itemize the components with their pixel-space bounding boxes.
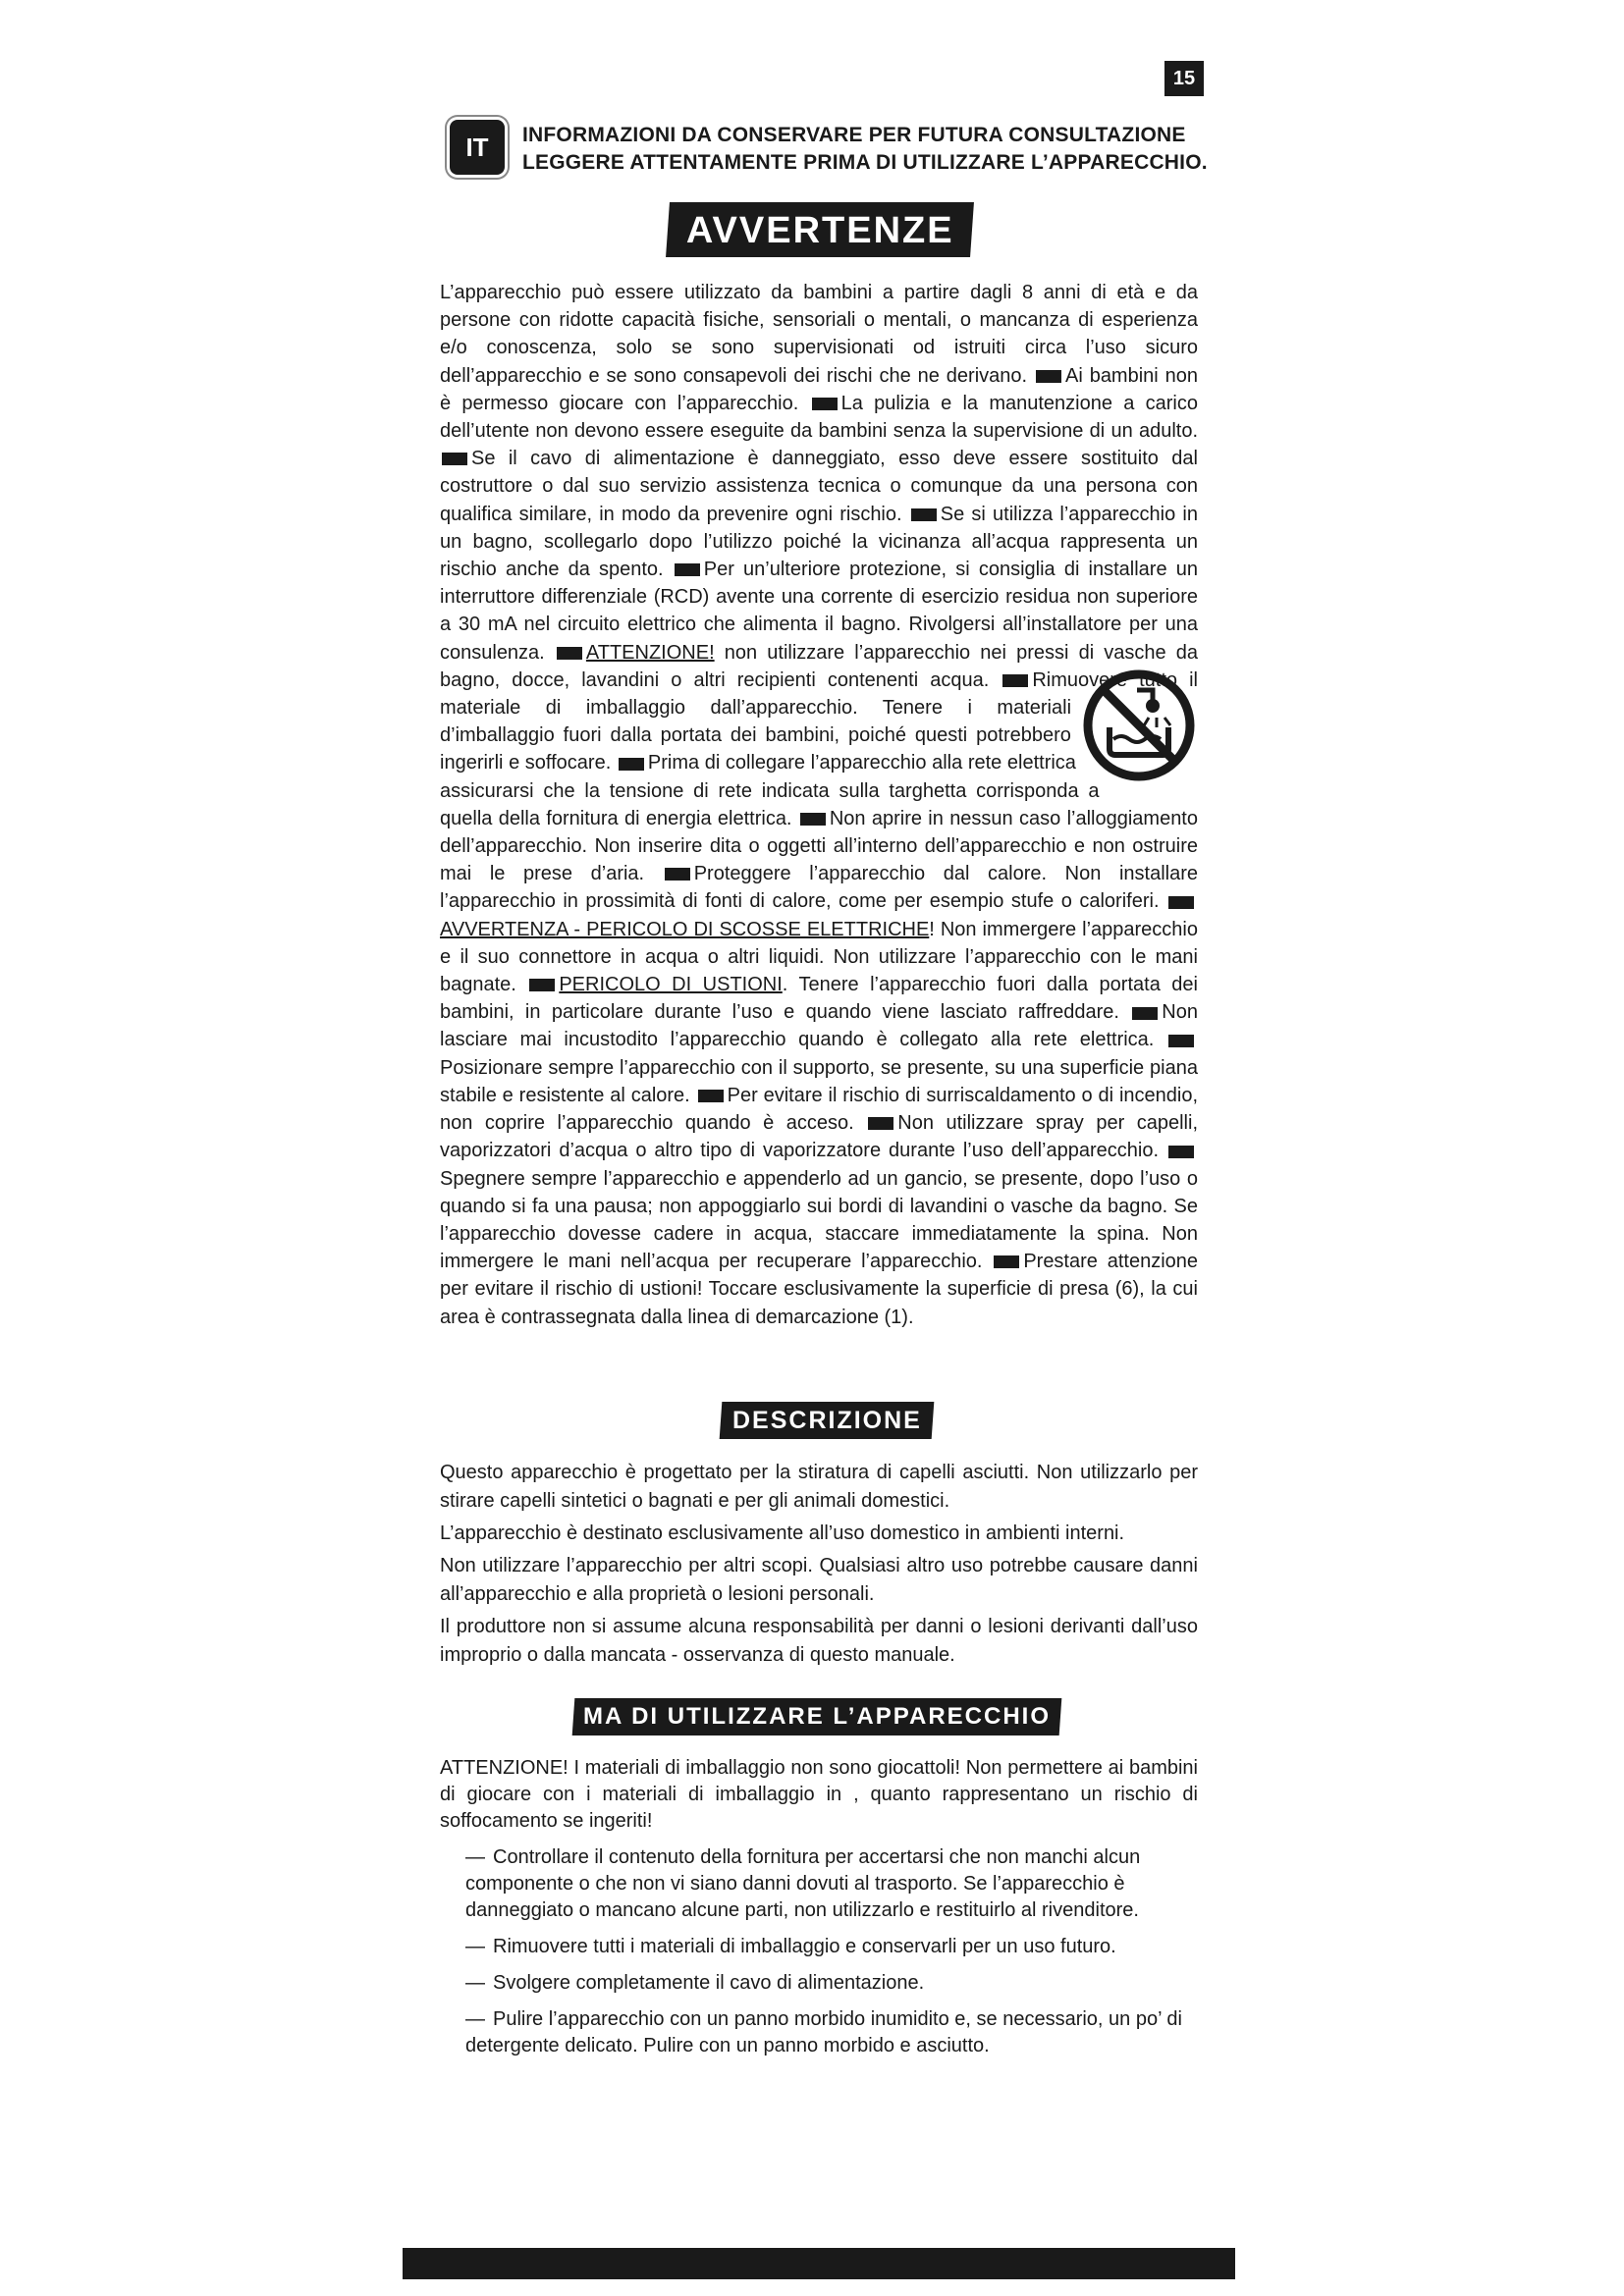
- bullet-square: [994, 1255, 1019, 1268]
- bullet-square: [1132, 1007, 1158, 1020]
- bullet-square: [1168, 1035, 1194, 1047]
- warning-p17: Non utilizzare spray per capelli, vaporizzatori d’acqua o altro tipo di vaporizzatore durante l’uso dell’apparecchio.: [440, 1112, 1199, 1162]
- before-use-list: [440, 1844, 1198, 2059]
- bullet-square: [868, 1117, 893, 1130]
- warning-p2: Ai bambini non è permesso giocare con l’apparecchio.: [440, 364, 1199, 414]
- warning-p6: Per un’ulteriore protezione, si consiglia di installare un interruttore differenziale (RCD) avente una corrente di esercizio residua non superiore a 30 mA nel circuito elettrico che alimenta il bagno. Rivolgersi all’installatore per una consulenza.: [440, 559, 1198, 664]
- description-p3: Non utilizzare l’apparecchio per altri scopi. Qualsiasi altro uso potrebbe causare danni all’apparecchio e alla proprietà o lesioni personali.: [440, 1555, 1198, 1605]
- bullet-square: [442, 453, 467, 465]
- warnings-text: [440, 279, 1198, 1331]
- warning-p13: . Tenere l’apparecchio fuori dalla portata dei bambini, in particolare durante l’uso e quando viene lasciato raffreddare.: [440, 974, 1198, 1024]
- description-p4: Il produttore non si assume alcuna responsabilità per danni o lesioni derivanti dall’uso improprio o dalla mancata - osservanza di questo manuale.: [440, 1616, 1198, 1666]
- warning-p3: La pulizia e la manutenzione a carico dell’utente non devono essere eseguite da bambini senza la supervisione di un adulto.: [440, 392, 1198, 443]
- warning-p7: non utilizzare l’apparecchio nei pressi di vasche da bagno, docce, lavandini o altri recipienti contenenti acqua.: [440, 641, 1199, 691]
- before-use-intro: ATTENZIONE! I materiali di imballaggio non sono giocattoli! Non permettere ai bambini di giocare con i materiali di imballaggio in , quanto rappresentano un rischio di soffocamento se ingeriti!: [440, 1757, 1198, 1832]
- bullet-square: [1002, 674, 1028, 687]
- warning-shock-label: AVVERTENZA - PERICOLO DI SCOSSE ELETTRICHE: [440, 918, 930, 940]
- before-use-title: MA DI UTILIZZARE L’APPARECCHIO: [572, 1698, 1062, 1735]
- warning-burn-label: PERICOLO DI USTIONI: [559, 974, 783, 996]
- bullet-square: [529, 979, 555, 991]
- header-line-1: INFORMAZIONI DA CONSERVARE PER FUTURA CONSULTAZIONE: [522, 124, 1186, 146]
- warning-p14: Non lasciare mai incustodito l’apparecchio quando è collegato alla rete elettrica.: [440, 1001, 1198, 1051]
- warning-p12: ! Non immergere l’apparecchio e il suo connettore in acqua o altri liquidi. Non utilizzare l’apparecchio con le mani bagnate.: [440, 918, 1198, 996]
- warning-p9: Prima di collegare l’apparecchio alla rete elettrica assicurarsi che la tensione di rete indicata sulla targhetta corrisponda a quella della fornitura di energia elettrica.: [440, 752, 1100, 829]
- language-badge: IT: [450, 120, 505, 175]
- description-p2: L’apparecchio è destinato esclusivamente all’uso domestico in ambienti interni.: [440, 1522, 1125, 1544]
- bullet-square: [698, 1090, 724, 1102]
- bullet-square: [619, 758, 644, 771]
- header-line-2: LEGGERE ATTENTAMENTE PRIMA DI UTILIZZARE L’APPARECCHIO.: [522, 151, 1208, 174]
- bullet-square: [665, 868, 690, 881]
- warning-p16: Per evitare il rischio di surriscaldamento o di incendio, non coprire l’apparecchio quando è acceso.: [440, 1084, 1199, 1135]
- page-header: [522, 122, 1249, 177]
- bullet-square: [911, 508, 937, 521]
- bullet-square: [1168, 896, 1194, 909]
- warning-p19: Prestare attenzione per evitare il rischio di ustioni! Toccare esclusivamente la superficie di presa (6), la cui area è contrassegnata dalla linea di demarcazione (1).: [440, 1251, 1199, 1328]
- list-item: — Rimuovere tutti i materiali di imballaggio e conservarli per un uso futuro.: [465, 1936, 1116, 1957]
- bullet-square: [812, 398, 838, 410]
- list-item: — Controllare il contenuto della fornitura per accertarsi che non manchi alcun componente o che non vi siano danni dovuti al trasporto. Se l’apparecchio è danneggiato o mancano alcune parti, non utilizzarlo e restituirlo al rivenditore.: [465, 1846, 1141, 1921]
- bullet-square: [1036, 370, 1061, 383]
- before-use-text: [440, 1755, 1198, 2069]
- bullet-square: [800, 813, 826, 826]
- footer-bar: [403, 2248, 1235, 2279]
- warning-p8: Rimuovere tutto il materiale di imballaggio dall’apparecchio. Tenere i materiali d’imballaggio fuori dalla portata dei bambini, poiché questi potrebbero ingerirli e soffocare.: [440, 668, 1199, 774]
- warning-p15: Posizionare sempre l’apparecchio con il supporto, se presente, su una superficie piana stabile e resistente al calore.: [440, 1056, 1198, 1106]
- warning-p4: Se il cavo di alimentazione è danneggiato, esso deve essere sostituito dal costruttore o dal suo servizio assistenza tecnica o comunque da una persona con qualifica similare, in modo da prevenire ogni rischio.: [440, 448, 1198, 525]
- description-p1: Questo apparecchio è progettato per la stiratura di capelli asciutti. Non utilizzarlo per stirare capelli sintetici o bagnati e per gli animali domestici.: [440, 1462, 1198, 1512]
- warning-p11: Proteggere l’apparecchio dal calore. Non installare l’apparecchio in prossimità di fonti di calore, come per esempio stufe o caloriferi.: [440, 863, 1198, 913]
- warning-p1: L’apparecchio può essere utilizzato da bambini a partire dagli 8 anni di età e da persone con ridotte capacità fisiche, sensoriali o mentali, o mancanza di esperienza e/o conoscenza, solo se sono supervisionati od istruiti circa l’uso sicuro dell’apparecchio e se sono consapevoli dei rischi che ne derivano.: [440, 282, 1198, 387]
- warning-attention-label: ATTENZIONE!: [585, 641, 715, 664]
- warning-p10: Non aprire in nessun caso l’alloggiamento dell’apparecchio. Non inserire dita o oggetti all’interno dell’apparecchio e non ostruire mai le prese d’aria.: [440, 807, 1198, 885]
- list-item: — Svolgere completamente il cavo di alimentazione.: [465, 1972, 925, 1994]
- list-item: — Pulire l’apparecchio con un panno morbido inumidito e, se necessario, un po’ di detergente delicato. Pulire con un panno morbido e asciutto.: [465, 2008, 1182, 2056]
- description-title: DESCRIZIONE: [720, 1402, 935, 1439]
- page-number: 15: [1164, 61, 1204, 96]
- warning-p5: Se si utilizza l’apparecchio in un bagno, scollegarlo dopo l’utilizzo poiché la vicinanza all’acqua rappresenta un rischio anche da spento.: [440, 503, 1198, 581]
- bullet-square: [675, 563, 700, 576]
- description-text: [440, 1459, 1198, 1674]
- bullet-square: [557, 647, 582, 660]
- warning-p18: Spegnere sempre l’apparecchio e appenderlo ad un gancio, se presente, dopo l’uso o quando si fa una pausa; non appoggiarlo sui bordi di lavandini o vasche da bagno. Se l’apparecchio dovesse cadere in acqua, staccare immediatamente la spina. Non immergere le mani nell’acqua per recuperare l’apparecchio.: [440, 1167, 1198, 1273]
- warnings-title: AVVERTENZE: [666, 202, 974, 257]
- bullet-square: [1168, 1146, 1194, 1158]
